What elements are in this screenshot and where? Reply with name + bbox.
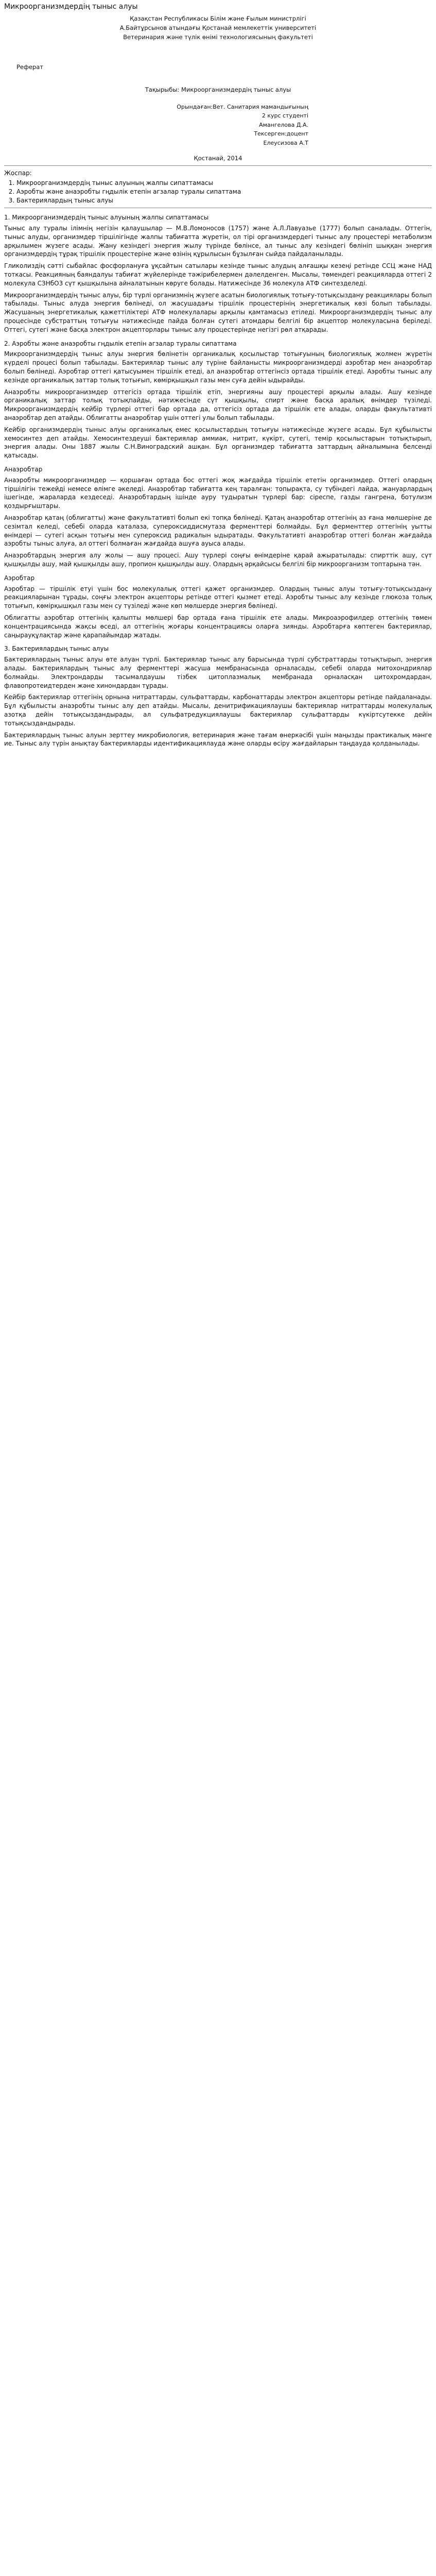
document-page	[0, 0, 436, 761]
paragraph: Анаэробтардың энергия алу жолы — ашу процесі. Ашу түрлері соңғы өнімдеріне қарай ажыратылады: спирттік ашу, сүт қышқылды ашу, май қышқылды ашу, пропион қышқылды ашу. Олардың әрқайсысы белгілі бір микроорганизм топтарына тән.	[4, 552, 432, 568]
section-heading: 2. Аэробты және анаэробты гңдылік етепін агзалар туралы сипаттама	[4, 340, 237, 347]
plan-heading: Жоспар:	[4, 170, 32, 177]
paragraph: Бактериялардың тыныс алуын зерттеу микробиология, ветеринария және тағам өнеркәсібі үшін маңызды практикалық мәнге ие. Тыныс алу түрін анықтау бактерияларды идентификациялауда және оларды өсіру жағдайларын таңдауда қолданылады.	[4, 731, 432, 748]
section-heading: Аэробтар	[4, 574, 35, 582]
section	[4, 574, 432, 640]
section-heading: Анаэробтар	[4, 466, 43, 473]
section-heading: 1. Микроорганизмдердің тыныс алуының жалпы сипаттамасы	[4, 214, 209, 222]
plan-item: 3. Бактериялардың тыныс алуы	[16, 196, 432, 205]
signature-line: Орындаған:Вет. Санитария мамандығының	[177, 104, 308, 111]
signature-block	[4, 103, 432, 147]
signature-line: Елеусизова А.Т	[263, 139, 308, 146]
signature-line: Тексерген:доцент	[254, 130, 308, 138]
paragraph: Микроорганизмдердің тыныс алуы, бір түрлі организмнің жүзеге асатын биологиялық тотығу-тотықсыздану реакциялары болып табылады. Тыныс алуда энергия бөлінеді, ол жасушадағы тіршілік процестерінің энергетикалық көзі болып табылады. Жасушаның энергетикалық қажеттіліктері АТФ молекулалары арқылы қамтамасыз етіледі. Микроорганизмдердің тыныс алу процесінде субстраттың тотығуы нәтижесінде пайда болған сутегі атомдары белгілі бір акцептор молекуласына беріледі. Оттегі, сутегі және басқа электрон акцепторлары тыныс алу процестерінде негізгі рөл атқарады.	[4, 291, 432, 333]
referat-label: Реферат	[16, 63, 43, 71]
header-line: Ветеринария және түлік өнімі технологиясының факультеті	[123, 33, 313, 41]
section	[4, 465, 432, 569]
signature-line: Амангелова Д.А.	[259, 121, 308, 128]
paragraph: Анаэробты микроорганизмдер оттегісіз ортада тіршілік етіп, энергияны ашу процестері арқылы алады. Ашу кезінде органикалық заттар толық тотықпайды, нәтижесінде сүт қышқылы, спирт және басқа аралық өнімдер түзіледі. Микроорганизмдердің кейбір түрлері оттегі бар ортада да, оттегісіз ортада да тіршілік ете алады, оларды факультативті анаэробтар деп атайды. Облигатты анаэробтар үшін оттегі улы болып табылады.	[4, 388, 432, 422]
institution-header	[4, 14, 432, 41]
topic-line: Тақырыбы: Микроорганизмдердің тыныс алуы	[145, 86, 291, 93]
signature-line: 2 курс студенті	[261, 112, 308, 120]
plan-item: 2. Аэробты және анаэробты гңдылік етепін агзалар туралы сипаттама	[16, 188, 432, 196]
header-line: Қазақстан Республикасы Білім және Ғылым министрлігі	[130, 14, 306, 22]
paragraph: Кейбір бактериялар оттегінің орнына нитраттарды, сульфаттарды, карбонаттарды электрон акцепторы ретінде пайдаланады. Бұл құбылысты анаэробты тыныс алу деп атайды. Мысалы, денитрификациялаушы бактериялар нитраттарды молекулалық азотқа дейін тотықсыздандырады, ал сульфатредукциялаушы бактериялар сульфаттарды күкіртсутекке дейін тотықсыздандырады.	[4, 693, 432, 727]
section-heading: 3. Бактериялардың тыныс алуы	[4, 645, 109, 653]
paragraph: Анаэробтар қатаң (облигатты) және факультативті болып екі топқа бөлінеді. Қатаң анаэробтар оттегінің аз ғана мөлшеріне де сезімтал келеді, себебі оларда каталаза, супероксиддисмутаза ферменттері болмайды. Бұл ферменттер оттегінің уытты өнімдері — сутегі асқын тотығы мен супероксид радикалын ыдыратады. Факультативті анаэробтар оттегі болған жағдайда аэробты тыныс алуға, ал оттегі болмаған жағдайда ашуға ауыса алады.	[4, 514, 432, 548]
section	[4, 213, 432, 334]
section	[4, 340, 432, 460]
document-title: Микроорганизмдердің тыныс алуы	[4, 3, 138, 11]
header-line: А.Байтұрсынов атындағы Қостанай мемлекеттік университеті	[119, 24, 317, 31]
paragraph: Гликолиздің сәтті сыбайлас фосфорлануға ұқсайтын сатылары кезінде тыныс алудың алғашқы кезеңі ретінде ССЦ және НАД тоткасы. Реакцияның баяндалуы табиғат жүйелерінде тәжірибелермен дәлелденген. Мысалы, төмендегі реакцияларда оттегі 2 молекула СЗНбО3 сүт қышқылына айналатынын көруге болады. Натижесінде 36 молекула АТФ синтезделеді.	[4, 262, 432, 287]
paragraph: Тыныс алу туралы ілімнің негізін қалаушылар — М.В.Ломоносов (1757) және А.Л.Лавуазье (1777) болып саналады. Оттегін, тыныс алуды, организмдер тіршілігінде жалпы табиғатта жүретін, ол тірі организмдердегі тыныс алу процестері метаболизм арқылымен жүзеге асады. Жану кезіндегі энергия жылу түрінде бөлінсе, ал тыныс алу кезіндегі бөлініп шыққан энергия организмдердің тұрақ тіршілік процестеріне және өзінің құрылысын бұзылған сыйда пайдаланылады.	[4, 225, 432, 258]
paragraph: Облигатты аэробтар оттегінің қалыпты мөлшері бар ортада ғана тіршілік ете алады. Микроаэрофилдер оттегінің төмен концентрациясында жақсы өседі, ал оттегінің жоғары концентрациясы оларға зиянды. Аэробтарға көптеген бактериялар, саңырауқұлақтар және қарапайымдар жатады.	[4, 614, 432, 639]
divider	[4, 165, 432, 166]
section	[4, 645, 432, 748]
paragraph: Анаэробты микроорганизмдер — қоршаған ортада бос оттегі жоқ жағдайда тіршілік ететін организмдер. Оттегі олардың тіршілігін тежейді немесе өлімге әкеледі. Анаэробтар табиғатта кең таралған: топырақта, су түбіндегі лайда, жануарлардың ішегінде, жараларда кездеседі. Анаэробтардың ішінде ауру тудыратын түрлері бар: сіреспе, газды гангрена, ботулизм қоздырғыштары.	[4, 476, 432, 510]
paragraph: Аэробтар — тіршілік етуі үшін бос молекулалық оттегі қажет организмдер. Олардың тыныс алуы тотығу-тотықсыздану реакцияларынан тұрады, соңғы электрон акцепторы ретінде оттегі қызмет етеді. Аэробты тыныс алу кезінде глюкоза толық тотығып, көмірқышқыл газы мен су түзіледі және көп мөлшерде энергия бөлінеді.	[4, 585, 432, 610]
plan-item: 1. Микроорганизмдердің тыныс алуының жалпы сипаттамасы	[16, 179, 432, 188]
paragraph: Микроорганизмдердің тыныс алуы энергия бөлінетін органикалық қосылыстар тотығуының биологиялық жолмен жүретін күрделі процесі болып табылады. Бактериялар тыныс алу түріне байланысты микроорганизмдерді аэробтар мен анаэробтар болып бөлінеді. Аэробтар оттегі қатысуымен тіршілік етеді, ал анаэробтар оттегінсіз ортада тіршілік етеді. Аэробты тыныс алу кезінде органикалық заттар толық тотығып, көмірқышқыл газы мен суға дейін ыдырайды.	[4, 350, 432, 384]
paragraph: Бактериялардың тыныс алуы өте алуан түрлі. Бактериялар тыныс алу барысында түрлі субстраттарды тотықтырып, энергия алады. Бактериялардың тыныс алу ферменттері жасуша мембранасында орналасады, себебі оларда митохондриялар болмайды. Электрондарды тасымалдаушы тізбек цитоплазмалық мембранада орналасқан цитохромдардан, флавопротеидтерден және хинондардан тұрады.	[4, 656, 432, 689]
paragraph: Кейбір организмдердің тыныс алуы органикалық емес қосылыстардың тотығуы нәтижесінде жүзеге асады. Бұл құбылысты хемосинтез деп атайды. Хемосинтездеуші бактериялар аммиак, нитрит, күкірт, сутегі, темір қосылыстарын тотықтырып, энергия алады. Оны 1887 жылы С.Н.Виноградский ашқан. Бұл организмдер табиғатта заттардың айналымына белсенді қатысады.	[4, 426, 432, 460]
plan-list	[4, 179, 432, 205]
city-year: Қостанай, 2014	[194, 155, 242, 162]
